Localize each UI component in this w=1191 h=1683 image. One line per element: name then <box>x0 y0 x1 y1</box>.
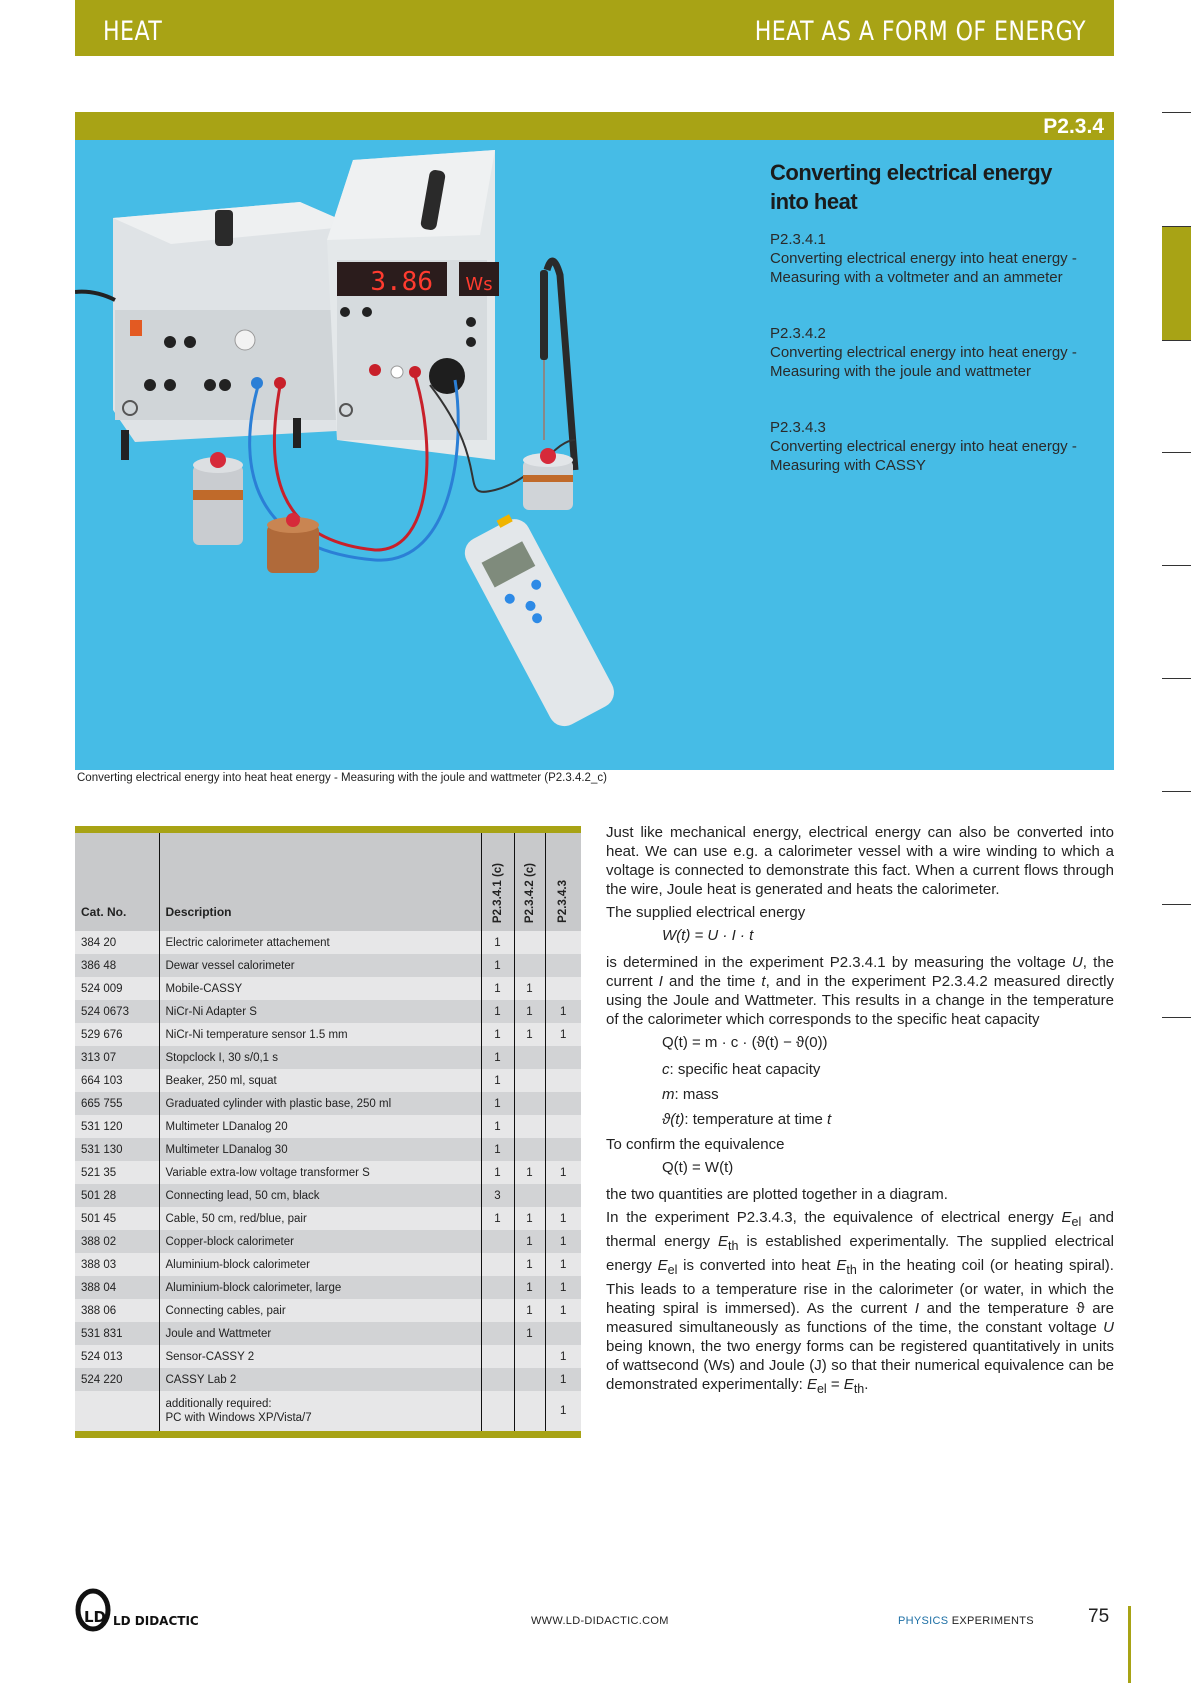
column-header-cat-no: Cat. No. <box>75 833 159 931</box>
var: I <box>914 1300 919 1317</box>
side-tab-marker <box>1162 112 1191 113</box>
text: is determined in the experiment P2.3.4.1 by measuring the voltage <box>606 954 1072 971</box>
table-row <box>75 1207 581 1230</box>
var: I <box>658 973 663 990</box>
qty-p2343-cell: 1 <box>545 1230 581 1253</box>
qty-p2343-cell: 1 <box>545 1368 581 1391</box>
var: E <box>657 1257 668 1274</box>
sub: el <box>667 1263 678 1277</box>
section-header-band <box>75 0 1114 56</box>
text: being known, the two energy forms can be registered quantitatively in units of wattsecond (Ws) and Joule (J) so that their numerical equivalence can be demonstrated experimentally: <box>606 1338 1114 1393</box>
column-header-label: P2.3.4.1 (c) <box>491 862 504 923</box>
var: ϑ <box>1076 1300 1085 1317</box>
table-row <box>75 1115 581 1138</box>
qty-p2342-cell: 1 <box>514 1299 545 1322</box>
ld-didactic-logo <box>75 1588 215 1632</box>
qty-p2341-cell <box>481 1276 514 1299</box>
cat-no-cell <box>75 1391 159 1431</box>
sub: th <box>853 1382 865 1396</box>
var: U <box>1103 1319 1114 1336</box>
qty-p2341-cell: 1 <box>481 1115 514 1138</box>
cat-no-cell: 388 04 <box>75 1276 159 1299</box>
definition-m <box>662 1085 1114 1104</box>
cat-no-cell: 388 03 <box>75 1253 159 1276</box>
text: are measured simultaneously as functions of the time, the constant voltage <box>606 1300 1114 1336</box>
qty-p2343-cell: 1 <box>545 1161 581 1184</box>
text: and the time <box>662 973 762 990</box>
qty-p2343-cell: 1 <box>545 1345 581 1368</box>
qty-p2342-cell: 1 <box>514 1207 545 1230</box>
var: E <box>718 1233 729 1250</box>
side-tab-marker <box>1162 565 1191 566</box>
cat-no-cell: 664 103 <box>75 1069 159 1092</box>
footer-accent-line <box>1128 1606 1131 1683</box>
qty-p2341-cell: 1 <box>481 977 514 1000</box>
table-row <box>75 1322 581 1345</box>
column-header-label: P2.3.4.2 (c) <box>523 862 536 923</box>
experiment-text: Converting electrical energy into heat energy - Measuring with the joule and wattmeter <box>770 344 1077 380</box>
qty-p2343-cell <box>545 1092 581 1115</box>
qty-p2343-cell <box>545 1184 581 1207</box>
var: U <box>1071 954 1083 971</box>
table-row <box>75 1276 581 1299</box>
table-row <box>75 1391 581 1431</box>
equipment-table <box>75 826 581 1438</box>
table-row <box>75 1368 581 1391</box>
equation-work <box>662 926 1114 945</box>
topic-title: HEAT AS A FORM OF ENERGY <box>754 16 1086 47</box>
sub: el <box>816 1382 827 1396</box>
qty-p2341-cell <box>481 1391 514 1431</box>
table-row <box>75 1023 581 1046</box>
cat-no-cell: 524 009 <box>75 977 159 1000</box>
experiment-code: P2.3.4.1 <box>770 231 826 248</box>
experiment-code: P2.3.4.2 <box>770 325 826 342</box>
qty-p2342-cell <box>514 1092 545 1115</box>
experiment-item-3 <box>770 418 1090 475</box>
description-cell: Cable, 50 cm, red/blue, pair <box>159 1207 481 1230</box>
table-row <box>75 1345 581 1368</box>
equation-heat <box>662 1033 1114 1052</box>
sub: th <box>846 1263 857 1277</box>
display-unit: Ws <box>465 274 493 295</box>
column-header-p2341 <box>481 833 514 931</box>
table-row <box>75 1184 581 1207</box>
var: E <box>836 1257 847 1274</box>
qty-p2343-cell: 1 <box>545 1299 581 1322</box>
description-cell: Stopclock I, 30 s/0,1 s <box>159 1046 481 1069</box>
body-text <box>606 823 1114 1403</box>
text: : mass <box>674 1086 719 1103</box>
logo-text: LD DIDACTIC <box>113 1614 199 1628</box>
experiment-item-1 <box>770 230 1090 287</box>
qty-p2342-cell <box>514 1069 545 1092</box>
sub: th <box>728 1239 739 1253</box>
side-tab-active <box>1162 226 1191 341</box>
qty-p2341-cell <box>481 1322 514 1345</box>
sub: el <box>1071 1215 1082 1229</box>
qty-p2343-cell <box>545 1138 581 1161</box>
column-header-p2343 <box>545 833 581 931</box>
footer-category-experiments: EXPERIMENTS <box>948 1615 1034 1627</box>
var: E <box>1061 1209 1072 1226</box>
description-cell: CASSY Lab 2 <box>159 1368 481 1391</box>
display-value: 3.86 <box>370 267 433 297</box>
qty-p2341-cell: 1 <box>481 1069 514 1092</box>
qty-p2341-cell: 1 <box>481 1138 514 1161</box>
qty-p2342-cell: 1 <box>514 1161 545 1184</box>
joule-wattmeter-device <box>327 150 499 460</box>
qty-p2342-cell <box>514 1046 545 1069</box>
table-row <box>75 1092 581 1115</box>
description-cell: Aluminium-block calorimeter, large <box>159 1276 481 1299</box>
equation-text: Q(t) = W(t) <box>662 1159 734 1176</box>
qty-p2343-cell <box>545 1069 581 1092</box>
experiment-code-bar <box>75 112 1114 140</box>
qty-p2341-cell: 1 <box>481 1207 514 1230</box>
qty-p2342-cell: 1 <box>514 1253 545 1276</box>
qty-p2343-cell: 1 <box>545 1000 581 1023</box>
equation-text: Q(t) = m · c · (ϑ(t) − ϑ(0)) <box>662 1034 828 1051</box>
column-header-description: Description <box>159 833 481 931</box>
text: is converted into heat <box>677 1257 837 1274</box>
description-cell: Sensor-CASSY 2 <box>159 1345 481 1368</box>
qty-p2343-cell <box>545 954 581 977</box>
table-row <box>75 1299 581 1322</box>
table-row <box>75 1161 581 1184</box>
text: is established experimentally. The supplied electrical energy <box>606 1233 1114 1274</box>
qty-p2341-cell: 1 <box>481 1161 514 1184</box>
cat-no-cell: 524 220 <box>75 1368 159 1391</box>
description-cell: Electric calorimeter attachement <box>159 931 481 954</box>
table-top-bar <box>75 826 581 833</box>
description-cell: Mobile-CASSY <box>159 977 481 1000</box>
qty-p2343-cell: 1 <box>545 1207 581 1230</box>
table-body <box>75 931 581 1431</box>
section-title: HEAT <box>103 16 163 47</box>
qty-p2341-cell <box>481 1253 514 1276</box>
text: in the heating coil (or heating spiral). This leads to a temperature rise in the calorimeter (or water, in which the heating spiral is immersed). As the current <box>606 1257 1114 1317</box>
description-cell: Joule and Wattmeter <box>159 1322 481 1345</box>
experiment-text: Converting electrical energy into heat energy - Measuring with CASSY <box>770 438 1077 474</box>
footer-url[interactable]: WWW.LD-DIDACTIC.COM <box>531 1615 669 1627</box>
cat-no-cell: 531 831 <box>75 1322 159 1345</box>
qty-p2342-cell: 1 <box>514 1023 545 1046</box>
var: t <box>761 973 766 990</box>
cat-no-cell: 501 45 <box>75 1207 159 1230</box>
table-bottom-bar <box>75 1431 581 1438</box>
qty-p2342-cell <box>514 1115 545 1138</box>
experiment-code: P2.3.4.3 <box>770 419 826 436</box>
text: and the temperature <box>918 1300 1077 1317</box>
qty-p2341-cell: 1 <box>481 954 514 977</box>
mobile-cassy-device <box>457 509 620 732</box>
qty-p2343-cell: 1 <box>545 1391 581 1431</box>
qty-p2343-cell: 1 <box>545 1023 581 1046</box>
qty-p2342-cell <box>514 954 545 977</box>
page-number: 75 <box>1088 1606 1110 1627</box>
table-row <box>75 954 581 977</box>
table-row <box>75 1046 581 1069</box>
text: = <box>826 1376 844 1393</box>
cat-no-cell: 388 02 <box>75 1230 159 1253</box>
description-cell: Dewar vessel calorimeter <box>159 954 481 977</box>
text: , and in the experiment P2.3.4.2 measured directly using the Joule and Wattmeter. This results in a change in the temperature of the calorimeter which corresponds to the specific heat capacity <box>606 973 1115 1028</box>
qty-p2343-cell <box>545 1115 581 1138</box>
qty-p2342-cell <box>514 1184 545 1207</box>
paragraph: the two quantities are plotted together in a diagram. <box>606 1186 948 1203</box>
experiment-code: P2.3.4 <box>1043 115 1104 138</box>
table-row <box>75 931 581 954</box>
cat-no-cell: 529 676 <box>75 1023 159 1046</box>
footer-category-physics: PHYSICS <box>898 1615 949 1627</box>
qty-p2341-cell <box>481 1230 514 1253</box>
description-cell: NiCr-Ni temperature sensor 1.5 mm <box>159 1023 481 1046</box>
description-cell: Graduated cylinder with plastic base, 250 ml <box>159 1092 481 1115</box>
side-tab-marker <box>1162 678 1191 679</box>
description-cell: additionally required: PC with Windows XP/Vista/7 <box>159 1391 481 1431</box>
cat-no-cell: 501 28 <box>75 1184 159 1207</box>
var: c <box>662 1061 670 1078</box>
qty-p2343-cell <box>545 977 581 1000</box>
description-cell: Multimeter LDanalog 30 <box>159 1138 481 1161</box>
cat-no-cell: 521 35 <box>75 1161 159 1184</box>
ld-logo-icon <box>75 1588 215 1632</box>
qty-p2341-cell: 1 <box>481 931 514 954</box>
qty-p2341-cell: 3 <box>481 1184 514 1207</box>
table-row <box>75 1253 581 1276</box>
qty-p2341-cell: 1 <box>481 1000 514 1023</box>
qty-p2341-cell <box>481 1345 514 1368</box>
paragraph: To confirm the equivalence <box>606 1136 785 1153</box>
paragraph <box>606 1208 1114 1399</box>
experiment-title: Converting electrical energy into heat <box>770 160 1052 214</box>
cat-no-cell: 313 07 <box>75 1046 159 1069</box>
qty-p2341-cell <box>481 1299 514 1322</box>
photo-caption: Converting electrical energy into heat heat energy - Measuring with the joule and wattmeter (P2.3.4.2_c) <box>77 772 607 784</box>
copper-calorimeter <box>267 513 319 573</box>
paragraph <box>606 953 1114 1029</box>
cat-no-cell: 386 48 <box>75 954 159 977</box>
table-row <box>75 1230 581 1253</box>
side-tab-marker <box>1162 791 1191 792</box>
equation-equivalence <box>662 1158 1114 1177</box>
text: : temperature at time <box>684 1111 827 1128</box>
description-cell: Copper-block calorimeter <box>159 1230 481 1253</box>
qty-p2342-cell: 1 <box>514 1276 545 1299</box>
definition-c <box>662 1060 1114 1079</box>
qty-p2342-cell <box>514 1345 545 1368</box>
column-header-p2342 <box>514 833 545 931</box>
qty-p2342-cell <box>514 1138 545 1161</box>
var: E <box>843 1376 854 1393</box>
cat-no-cell: 524 0673 <box>75 1000 159 1023</box>
qty-p2341-cell: 1 <box>481 1023 514 1046</box>
description-cell: Variable extra-low voltage transformer S <box>159 1161 481 1184</box>
qty-p2342-cell: 1 <box>514 1322 545 1345</box>
text: . <box>864 1376 869 1393</box>
cat-no-cell: 388 06 <box>75 1299 159 1322</box>
qty-p2343-cell: 1 <box>545 1276 581 1299</box>
text: , the current <box>606 954 1115 990</box>
side-tab-marker <box>1162 452 1191 453</box>
side-tab-marker <box>1162 1017 1191 1018</box>
paragraph: The supplied electrical energy <box>606 904 806 921</box>
svg-text:LD: LD <box>84 1608 107 1626</box>
cat-no-cell: 665 755 <box>75 1092 159 1115</box>
aluminium-calorimeter <box>193 452 243 545</box>
qty-p2342-cell <box>514 1391 545 1431</box>
qty-p2343-cell: 1 <box>545 1253 581 1276</box>
column-header-label: P2.3.4.3 <box>557 880 570 923</box>
description-cell: Multimeter LDanalog 20 <box>159 1115 481 1138</box>
experiment-text: Converting electrical energy into heat energy - Measuring with a voltmeter and an ammeter <box>770 250 1077 286</box>
cat-no-cell: 531 130 <box>75 1138 159 1161</box>
side-tab-marker <box>1162 904 1191 905</box>
table-row <box>75 977 581 1000</box>
description-cell: Aluminium-block calorimeter <box>159 1253 481 1276</box>
qty-p2341-cell: 1 <box>481 1092 514 1115</box>
cat-no-cell: 531 120 <box>75 1115 159 1138</box>
description-cell: Connecting lead, 50 cm, black <box>159 1184 481 1207</box>
qty-p2342-cell: 1 <box>514 1230 545 1253</box>
qty-p2343-cell <box>545 1322 581 1345</box>
qty-p2342-cell: 1 <box>514 977 545 1000</box>
equation-text: W(t) = U · I · t <box>662 927 754 944</box>
experiment-item-2 <box>770 324 1090 381</box>
footer-category <box>898 1615 1034 1627</box>
table-row <box>75 1000 581 1023</box>
experiment-photo <box>75 140 1114 770</box>
table-row <box>75 1069 581 1092</box>
text: : specific heat capacity <box>669 1061 821 1078</box>
definition-theta <box>662 1110 1114 1129</box>
var: ϑ(t) <box>662 1111 685 1128</box>
var: t <box>826 1111 832 1128</box>
table-row <box>75 1138 581 1161</box>
text: In the experiment P2.3.4.3, the equivalence of electrical energy <box>606 1209 1062 1226</box>
qty-p2341-cell <box>481 1368 514 1391</box>
electric-calorimeter <box>523 448 573 510</box>
paragraph: Just like mechanical energy, electrical energy can also be converted into heat. We can use e.g. a calorimeter vessel with a wire winding to which a voltage is connected to demonstrate this fact. When a current flows through the wire, Joule heat is generated and heats the calorimeter. <box>606 824 1114 898</box>
description-cell: Beaker, 250 ml, squat <box>159 1069 481 1092</box>
cat-no-cell: 384 20 <box>75 931 159 954</box>
qty-p2342-cell <box>514 931 545 954</box>
transformer-device <box>75 202 355 460</box>
description-cell: Connecting cables, pair <box>159 1299 481 1322</box>
cat-no-cell: 524 013 <box>75 1345 159 1368</box>
qty-p2342-cell: 1 <box>514 1000 545 1023</box>
qty-p2343-cell <box>545 1046 581 1069</box>
qty-p2343-cell <box>545 931 581 954</box>
qty-p2341-cell: 1 <box>481 1046 514 1069</box>
text: and thermal energy <box>606 1209 1114 1250</box>
description-cell: NiCr-Ni Adapter S <box>159 1000 481 1023</box>
var: E <box>806 1376 817 1393</box>
qty-p2342-cell <box>514 1368 545 1391</box>
var: m <box>662 1086 675 1103</box>
